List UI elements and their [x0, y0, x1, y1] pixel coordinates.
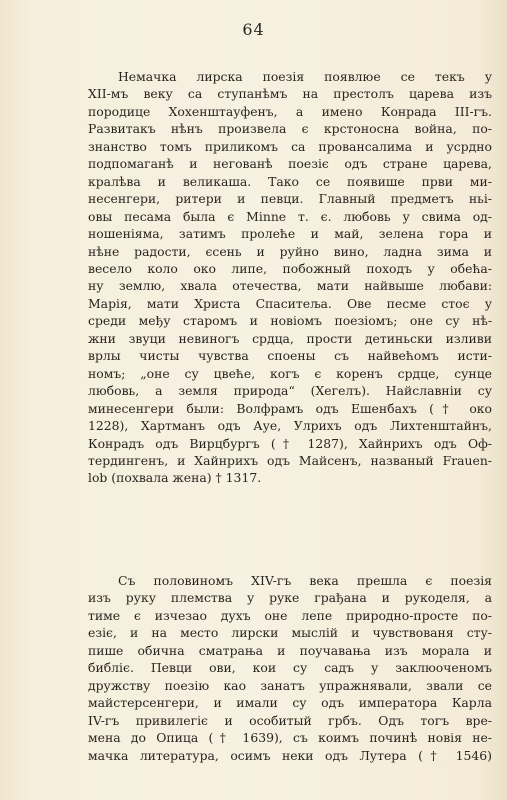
text-line: любовь, а земля природа“ (Хегелъ). Найславніи су: [88, 383, 492, 399]
text-line: Съ половиномъ XIV-гъ века прешла є поезія: [118, 573, 492, 588]
text-line: мачка литература, осимъ неки одъ Лутера († 1546): [88, 747, 492, 763]
text-line: мена до Опица († 1639), съ коимъ починѣ новія не-: [88, 730, 492, 746]
text-line: библіє. Певци ови, кои су садъ у заклюоченомъ: [88, 660, 492, 676]
text-line: пише обична сматрања и поучавања изъ морала и: [88, 642, 492, 658]
text-line: 1228), Хартманъ одъ Ауе, Улрихъ одъ Лихтенштайнъ,: [88, 418, 492, 434]
text-line: Немачка лирска поезія появлюе се текъ у: [118, 69, 492, 84]
text-line: номъ; „оне су цвећe, когъ є коренъ срдце, сунце: [88, 365, 492, 381]
text-line: изъ руку племства у руке грађана и рукоделя, а: [88, 590, 492, 606]
text-line: среди међу старомъ и новіомъ поезіомъ; оне су нѣ-: [88, 313, 492, 329]
text-line: врлы чисты чувства споены съ найвећомъ исти-: [88, 348, 492, 364]
text-line: IV-гъ привилегіє и особитый грбъ. Одъ тогъ вре-: [88, 712, 492, 728]
paragraph-2: [88, 572, 492, 764]
text-line: знанство томъ приликомъ са провансалима и усрдно: [88, 138, 492, 154]
text-line: несенгери, ритери и певци. Главный предметъ ньі-: [88, 191, 492, 207]
text-line: овы песама была є Minne т. є. любовь у свима од-: [88, 208, 492, 224]
text-line: тиме є изчезао духъ оне лепе природно-просте по-: [88, 607, 492, 623]
text-line: майстерсенгери, и имали су одъ императора Карла: [88, 695, 492, 711]
text-line: езіє, и на место лирски мыслій и чувствованя сту-: [88, 625, 492, 641]
text-line: весело коло око липе, побожный походъ у обећа-: [88, 260, 492, 276]
text-line: породице Хохенштауфенъ, а имено Конрада III-гъ.: [88, 103, 492, 119]
text-line: Конрадъ одъ Вирцбургъ († 1287), Хайнрихъ одъ Оф-: [88, 435, 492, 451]
text-line: нѣне радости, єсень и руйно вино, ладна зима и: [88, 243, 492, 259]
text-line: ношеніяма, затимъ пролеће и май, зелена гора и: [88, 226, 492, 242]
text-line: XII-мъ веку са ступанѣмъ на престолъ царева изъ: [88, 86, 492, 102]
text-line: ну землю, хвала отечества, мати найвыше любави:: [88, 278, 492, 294]
text-line: минесенгери были: Волфрамъ одъ Ешенбахъ († око: [88, 400, 492, 416]
text-line: дружству поезію као занатъ упражнявали, звали се: [88, 677, 492, 693]
text-line: lob (похвала жена) † 1317.: [88, 470, 262, 486]
text-line: жни звуци невиногъ срдца, прости детиньски изливи: [88, 330, 492, 346]
text-line: подпомаганѣ и негованѣ поезіє одъ стране царева,: [88, 156, 492, 172]
paragraph-1: [88, 68, 492, 487]
page-number: 64: [242, 20, 265, 39]
text-line: кралѣва и великаша. Тако се появише први ми-: [88, 173, 492, 189]
text-line: Марія, мати Христа Спаситеља. Ове песме стоє у: [88, 295, 492, 311]
text-line: Развитакъ нѣнъ произвела є крстоносна война, по-: [88, 121, 492, 137]
text-line: тердингенъ, и Хайнрихъ одъ Майсенъ, названый Frauen-: [88, 452, 492, 468]
